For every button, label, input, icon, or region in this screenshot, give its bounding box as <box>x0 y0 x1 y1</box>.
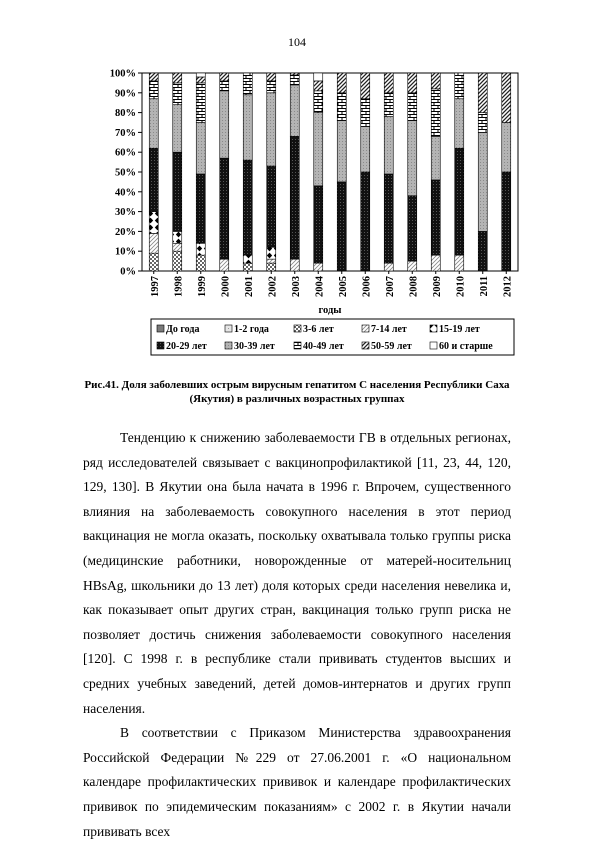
bar-segment-2008-20-29-лет <box>408 196 417 261</box>
y-tick-label: 20% <box>115 226 136 238</box>
bar-segment-2002-7-14-лет <box>267 259 276 263</box>
legend-label-15-19-лет: 15-19 лет <box>439 324 480 335</box>
bar-segment-2007-7-14-лет <box>384 263 393 271</box>
bar-segment-2012-20-29-лет <box>502 172 511 271</box>
bar-segment-1999-60-и-старше <box>196 73 205 77</box>
legend-swatch-20-29-лет <box>157 342 164 349</box>
bar-segment-1999-30-39-лет <box>196 123 205 174</box>
bar-segment-1997-15-19-лет <box>149 212 158 234</box>
bar-segment-2009-50-59-лет <box>431 73 440 89</box>
bar-segment-2008-40-49-лет <box>408 93 417 121</box>
bar-segment-2004-30-39-лет <box>314 113 323 186</box>
bar-segment-2010-20-29-лет <box>455 148 464 255</box>
bar-segment-2001-15-19-лет <box>243 255 252 263</box>
y-tick-label: 70% <box>115 127 136 139</box>
x-tick-label-1997: 1997 <box>149 276 161 297</box>
bar-segment-2003-50-59-лет <box>290 73 299 75</box>
bar-segment-2012-30-39-лет <box>502 123 511 173</box>
bar-segment-2002-40-49-лет <box>267 81 276 93</box>
paragraph-2: В соответствии с Приказом Министерства здравоохранения Российской Федерации №229 от 27.06.2001 г. «О национальном календаре профилактических прививок и календаре профилактических прививок по эпидемическим показаниям» с 2002 г. в Якутии начали прививать всех <box>83 725 511 839</box>
bar-segment-2011-20-29-лет <box>478 231 487 271</box>
bar-segment-2011-50-59-лет <box>478 73 487 113</box>
legend-label-50-59-лет: 50-59 лет <box>371 341 412 352</box>
bar-segment-2009-40-49-лет <box>431 89 440 137</box>
bar-segment-2005-50-59-лет <box>337 73 346 93</box>
y-tick-label: 0% <box>120 266 136 278</box>
bar-segment-2006-30-39-лет <box>361 126 370 172</box>
bar-segment-2007-20-29-лет <box>384 174 393 263</box>
bar-segment-2008-30-39-лет <box>408 121 417 196</box>
bar-segment-2003-30-39-лет <box>290 85 299 136</box>
bar-segment-1998-30-39-лет <box>173 105 182 153</box>
bar-segment-1999-15-19-лет <box>196 243 205 255</box>
bar-segment-2003-7-14-лет <box>290 259 299 271</box>
x-tick-label-2006: 2006 <box>361 276 373 297</box>
bar-segment-2000-50-59-лет <box>220 73 229 81</box>
bar-segment-2010-30-39-лет <box>455 99 464 148</box>
x-tick-label-2010: 2010 <box>455 276 467 297</box>
bar-segment-2000-20-29-лет <box>220 158 229 259</box>
legend-swatch-30-39-лет <box>225 342 232 349</box>
legend-label-30-39-лет: 30-39 лет <box>234 341 275 352</box>
bar-segment-2009-30-39-лет <box>431 136 440 180</box>
x-tick-label-2004: 2004 <box>314 276 326 297</box>
x-tick-label-2000: 2000 <box>220 276 232 297</box>
stacked-bar-chart <box>0 0 594 370</box>
bar-segment-2009-7-14-лет <box>431 255 440 271</box>
bar-segment-1999-40-49-лет <box>196 83 205 123</box>
y-tick-label: 80% <box>115 108 136 120</box>
x-tick-label-2012: 2012 <box>502 276 514 297</box>
bar-segment-2002-50-59-лет <box>267 73 276 81</box>
page-number: 104 <box>288 35 306 49</box>
legend-label-1-2-года: 1-2 года <box>234 324 269 335</box>
bar-segment-2002-15-19-лет <box>267 247 276 259</box>
bar-segment-2005-30-39-лет <box>337 121 346 182</box>
bar-segment-2004-60-и-старше <box>314 73 323 81</box>
y-tick-label: 100% <box>109 68 136 80</box>
bar-segment-2010-7-14-лет <box>455 255 464 271</box>
bar-segment-2006-40-49-лет <box>361 99 370 127</box>
y-tick-label: 60% <box>115 147 136 159</box>
bar-segment-2003-20-29-лет <box>290 136 299 259</box>
bar-segment-2001-40-49-лет <box>243 73 252 95</box>
x-tick-label-2007: 2007 <box>384 276 396 297</box>
x-tick-label-2001: 2001 <box>243 276 255 297</box>
bar-segment-1998-40-49-лет <box>173 83 182 105</box>
bar-segment-1997-50-59-лет <box>149 73 158 81</box>
bar-segment-2002-20-29-лет <box>267 166 276 247</box>
bar-segment-2004-40-49-лет <box>314 91 323 113</box>
bar-segment-2000-40-49-лет <box>220 81 229 91</box>
bar-segment-2001-30-39-лет <box>243 95 252 160</box>
x-tick-label-2005: 2005 <box>337 276 349 297</box>
legend-swatch-3-6-лет <box>294 325 301 332</box>
legend-label-7-14-лет: 7-14 лет <box>371 324 407 335</box>
legend-swatch-40-49-лет <box>294 342 301 349</box>
x-tick-label-2003: 2003 <box>290 276 302 297</box>
bar-segment-2005-20-29-лет <box>337 182 346 271</box>
legend-label-20-29-лет: 20-29 лет <box>166 341 207 352</box>
bar-segment-2006-50-59-лет <box>361 73 370 99</box>
bar-segment-1997-40-49-лет <box>149 81 158 99</box>
body-text <box>83 426 511 844</box>
bar-segment-1999-20-29-лет <box>196 174 205 243</box>
bar-segment-1999-50-59-лет <box>196 77 205 83</box>
paragraph-1: Тенденцию к снижению заболеваемости ГВ в отдельных регионах, ряд исследователей связывает с вакцинопрофилактикой [11, 23, 44, 120, 129, 130]. В Якутии она была начата в 1996 г. Впрочем, существенного влияния на заболеваемость совокупного населения в этот период вакцинация не могла оказать, поскольку охватывала только группы риска (медицинские работники, новорожденные от матерей-носительниц HBsAg, школьники до 13 лет) доля которых среди населения невелика и, как показывает опыт других стран, вакцинация только групп риска не позволяет достичь снижения заболеваемости совокупного населения [120]. С 1998 г. в республике стали прививать студентов высших и средних учебных заведений, детей домов-интернатов и других групп населения. <box>83 430 511 716</box>
y-tick-label: 10% <box>115 246 136 258</box>
x-tick-label-2008: 2008 <box>408 276 420 297</box>
bar-segment-2000-30-39-лет <box>220 91 229 158</box>
legend-swatch-1-2-года <box>225 325 232 332</box>
bar-segment-2007-30-39-лет <box>384 117 393 174</box>
bar-segment-2004-20-29-лет <box>314 186 323 263</box>
legend-label-40-49-лет: 40-49 лет <box>303 341 344 352</box>
bar-segment-2007-40-49-лет <box>384 93 393 117</box>
legend-swatch-50-59-лет <box>362 342 369 349</box>
bar-segment-2003-40-49-лет <box>290 75 299 85</box>
bar-segment-1998-7-14-лет <box>173 243 182 251</box>
bar-segment-1997-7-14-лет <box>149 233 158 253</box>
legend-swatch-7-14-лет <box>362 325 369 332</box>
bar-segment-1998-20-29-лет <box>173 152 182 231</box>
x-tick-label-2002: 2002 <box>267 276 279 297</box>
legend-swatch-до-года <box>157 325 164 332</box>
bar-segment-2009-20-29-лет <box>431 180 440 255</box>
bar-segment-2012-50-59-лет <box>502 73 511 123</box>
x-tick-label-1998: 1998 <box>173 276 185 297</box>
legend-label-3-6-лет: 3-6 лет <box>303 324 334 335</box>
bar-segment-2004-50-59-лет <box>314 81 323 91</box>
y-tick-label: 40% <box>115 187 136 199</box>
bar-segment-1997-30-39-лет <box>149 99 158 148</box>
legend-label-до-года: До года <box>166 324 200 335</box>
bar-segment-2008-7-14-лет <box>408 261 417 271</box>
y-tick-label: 90% <box>115 88 136 100</box>
x-tick-label-2009: 2009 <box>431 276 443 297</box>
bar-segment-2010-40-49-лет <box>455 73 464 99</box>
legend-swatch-15-19-лет <box>430 325 437 332</box>
bar-segment-2007-50-59-лет <box>384 73 393 93</box>
bar-segment-2011-30-39-лет <box>478 132 487 231</box>
bar-segment-1998-15-19-лет <box>173 231 182 243</box>
caption-line-2: (Якутия) в различных возрастных группах <box>189 393 405 405</box>
bar-segment-2001-3-6-лет <box>243 263 252 271</box>
bar-segment-2008-50-59-лет <box>408 73 417 93</box>
bar-segment-1997-3-6-лет <box>149 253 158 271</box>
x-axis-title: годы <box>318 305 342 316</box>
caption-line-1: Рис.41. Доля заболевших острым вирусным гепатитом С населения Республики Саха <box>84 379 510 391</box>
legend-swatch-60-и-старше <box>430 342 437 349</box>
bar-segment-2011-40-49-лет <box>478 113 487 133</box>
bar-segment-2001-20-29-лет <box>243 160 252 255</box>
bar-segment-2002-3-6-лет <box>267 263 276 271</box>
bar-segment-1998-3-6-лет <box>173 251 182 271</box>
bar-segment-2005-40-49-лет <box>337 93 346 121</box>
bar-segment-1997-20-29-лет <box>149 148 158 211</box>
legend-label-60-и-старше: 60 и старше <box>439 341 493 352</box>
bar-segment-2002-30-39-лет <box>267 93 276 166</box>
bar-segment-2000-7-14-лет <box>220 259 229 271</box>
y-tick-label: 50% <box>115 167 136 179</box>
y-tick-label: 30% <box>115 207 136 219</box>
x-tick-label-2011: 2011 <box>478 276 490 297</box>
bar-segment-2006-20-29-лет <box>361 172 370 271</box>
x-tick-label-1999: 1999 <box>196 276 208 297</box>
bar-segment-1999-3-6-лет <box>196 255 205 271</box>
figure-caption <box>80 378 514 406</box>
bar-segment-1998-50-59-лет <box>173 73 182 83</box>
bar-segment-2004-7-14-лет <box>314 263 323 271</box>
